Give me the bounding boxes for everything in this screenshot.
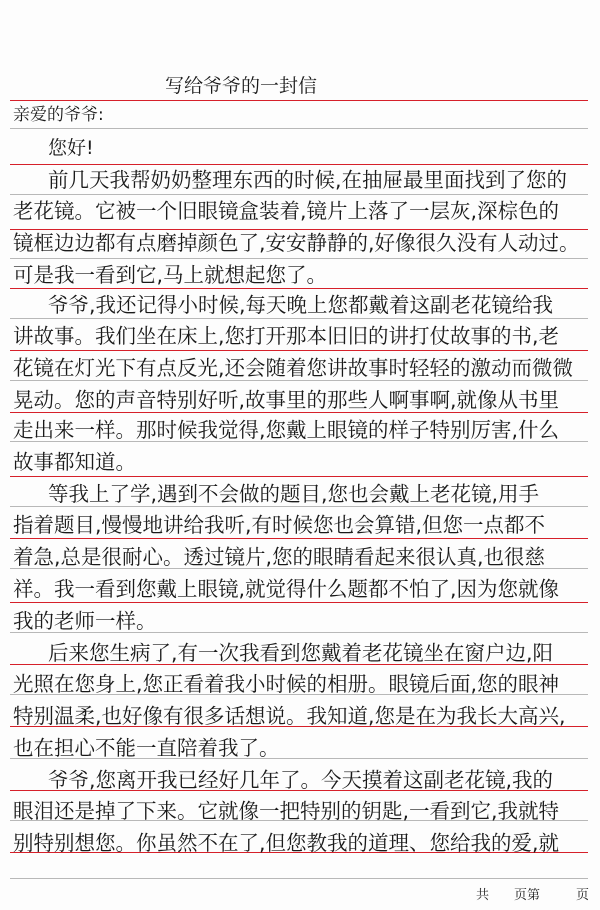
letter-line: 晃动。您的声音特别好听,故事里的那些人啊事啊,就像从书里 xyxy=(13,388,560,412)
letter-line: 祥。我一看到您戴上眼镜,就觉得什么题都不怕了,因为您就像 xyxy=(13,577,560,601)
ruled-line xyxy=(10,476,588,477)
letter-line: 着急,总是很耐心。透过镜片,您的眼睛看起来很认真,也很慈 xyxy=(13,545,546,569)
letter-line: 等我上了学,遇到不会做的题目,您也会戴上老花镜,用手 xyxy=(48,482,540,506)
page-counter xyxy=(460,884,590,904)
letter-line: 爷爷,您离开我已经好几年了。今天摸着这副老花镜,我的 xyxy=(48,768,554,792)
ruled-line xyxy=(10,878,588,879)
letter-line: 我的老师一样。 xyxy=(13,609,157,633)
letter-line: 花镜在灯光下有点反光,还会随着您讲故事时轻轻的激动而微微 xyxy=(13,356,574,380)
ruled-line xyxy=(10,194,588,195)
letter-line: 别特别想您。你虽然不在了,但您教我的道理、您给我的爱,就 xyxy=(13,831,560,855)
page-number-label: 页第 xyxy=(514,888,541,903)
letter-line: 可是我一看到它,马上就想起您了。 xyxy=(13,263,328,287)
ruled-line xyxy=(10,258,588,259)
ruled-line xyxy=(10,350,588,351)
letter-line: 讲故事。我们坐在床上,您打开那本旧旧的讲打仗故事的书,老 xyxy=(13,324,560,348)
salutation: 亲爱的爷爷: xyxy=(13,105,104,125)
letter-line: 后来您生病了,有一次我看到您戴着老花镜坐在窗户边,阳 xyxy=(48,641,554,665)
letter-line: 也在担心不能一直陪着我了。 xyxy=(13,736,280,760)
greeting: 您好! xyxy=(48,137,94,159)
page-end-label: 页 xyxy=(576,888,590,903)
letter-line: 镜框边边都有点磨掉颜色了,安安静静的,好像很久没有人动过。 xyxy=(13,231,580,255)
letter-line: 走出来一样。那时候我觉得,您戴上眼镜的样子特别厉害,什么 xyxy=(13,418,560,442)
letter-line: 前几天我帮奶奶整理东西的时候,在抽屉最里面找到了您的 xyxy=(48,168,568,192)
ruled-line xyxy=(10,164,588,165)
letter-line: 爷爷,我还记得小时候,每天晚上您都戴着这副老花镜给我 xyxy=(48,293,554,317)
letter-line: 光照在您身上,您正看着我小时候的相册。眼镜后面,您的眼神 xyxy=(13,672,560,696)
page-total-label: 共 xyxy=(476,888,490,903)
letter-line: 故事都知道。 xyxy=(13,450,136,474)
letter-line: 老花镜。它被一个旧眼镜盒装着,镜片上落了一层灰,深棕色的 xyxy=(13,199,560,223)
letter-line: 眼泪还是掉了下来。它就像一把特别的钥匙,一看到它,我就特 xyxy=(13,799,560,823)
letter-line: 指着题目,慢慢地讲给我听,有时候您也会算错,但您一点都不 xyxy=(13,513,546,537)
letter-line: 特别温柔,也好像有很多话想说。我知道,您是在为我长大高兴, xyxy=(13,704,566,728)
letter-title: 写给爷爷的一封信 xyxy=(165,75,318,97)
